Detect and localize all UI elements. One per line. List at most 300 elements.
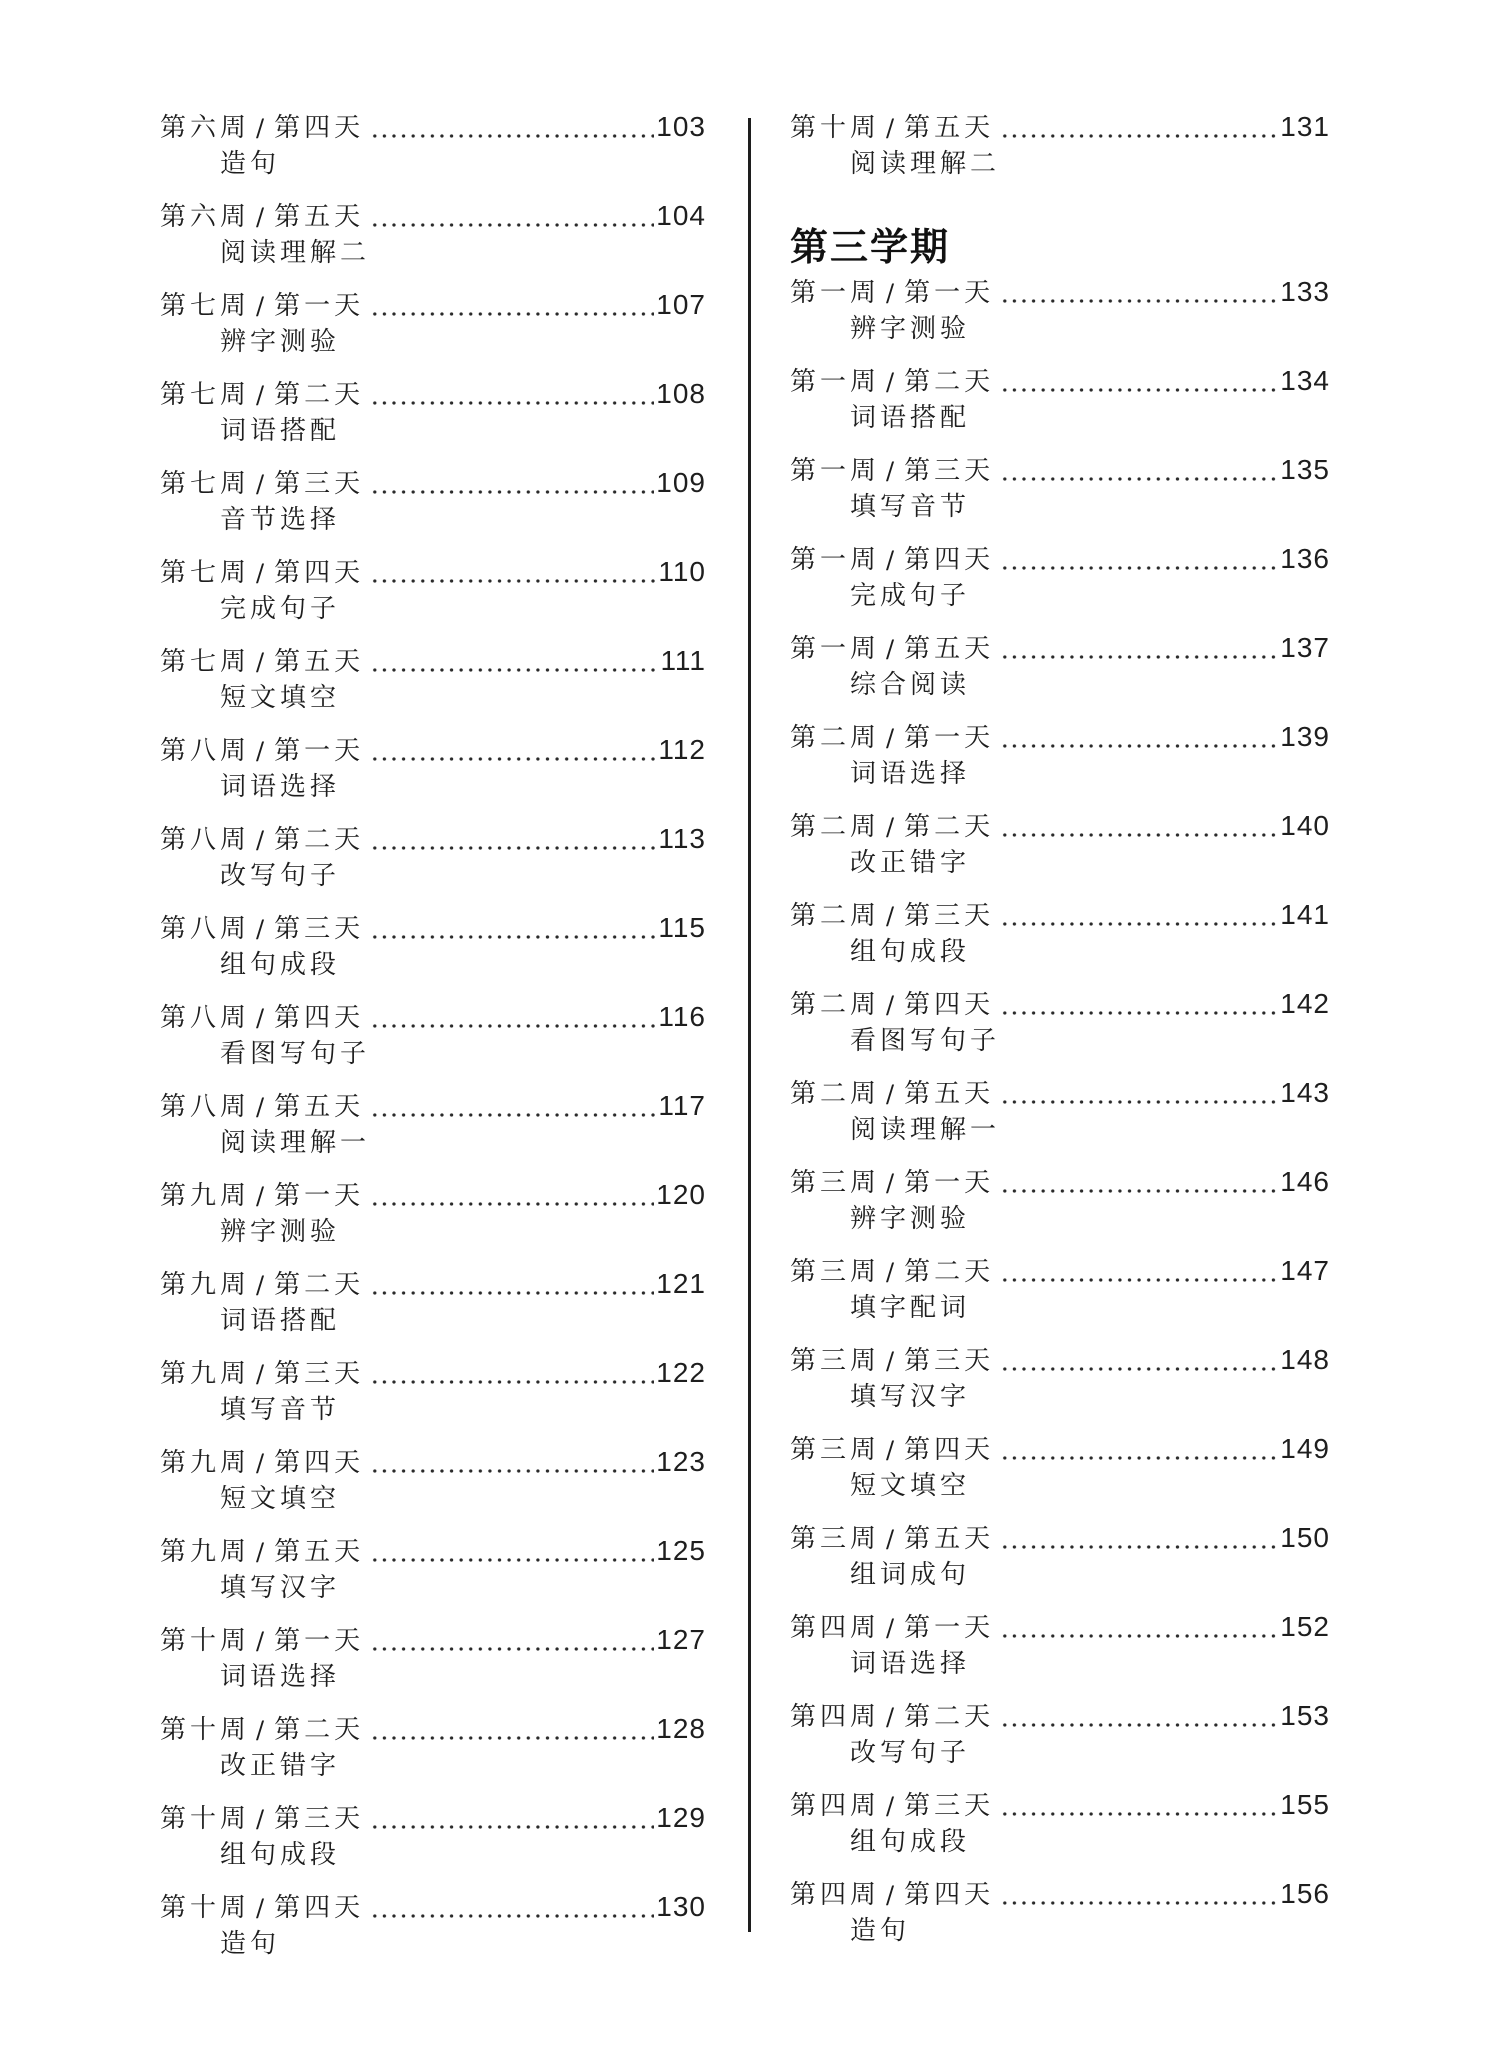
toc-entry-title: 词语搭配 xyxy=(220,416,341,446)
toc-entry[interactable] xyxy=(160,1888,706,1977)
toc-entry-separator: / xyxy=(256,737,265,765)
toc-left-column xyxy=(160,108,706,1977)
toc-entry-heading xyxy=(790,1163,1330,1201)
dot-leader xyxy=(1000,132,1278,140)
toc-entry[interactable] xyxy=(160,1354,706,1443)
toc-entry-page-number[interactable]: 121 xyxy=(656,1268,706,1299)
toc-entry[interactable] xyxy=(790,1697,1330,1786)
toc-entry-day: 第二天 xyxy=(904,367,995,397)
toc-entry-heading xyxy=(790,1430,1330,1468)
toc-entry-title: 阅读理解一 xyxy=(850,1115,1001,1145)
toc-entry[interactable] xyxy=(160,108,706,197)
toc-entry-title: 词语选择 xyxy=(850,759,971,789)
toc-entry-heading xyxy=(790,1074,1330,1112)
dot-leader xyxy=(1000,1365,1278,1373)
dot-leader xyxy=(370,399,654,407)
toc-entry-day: 第二天 xyxy=(904,1702,995,1732)
toc-entry-separator: / xyxy=(256,1449,265,1477)
toc-entry-separator: / xyxy=(886,1525,895,1553)
toc-entry[interactable] xyxy=(790,985,1330,1074)
toc-entry-title: 阅读理解二 xyxy=(220,238,371,268)
toc-entry-separator: / xyxy=(886,813,895,841)
toc-entry-week: 第九周 xyxy=(160,1270,251,1300)
toc-entry-title: 填字配词 xyxy=(850,1293,971,1323)
toc-entry-page-number[interactable]: 148 xyxy=(1280,1344,1330,1375)
toc-entry-page-number[interactable]: 129 xyxy=(656,1802,706,1833)
toc-entry-title: 词语搭配 xyxy=(220,1306,341,1336)
toc-entry-separator: / xyxy=(886,368,895,396)
toc-entry-day: 第一天 xyxy=(904,1168,995,1198)
toc-entry-page-number[interactable]: 147 xyxy=(1280,1255,1330,1286)
toc-entry-page-number[interactable]: 125 xyxy=(656,1535,706,1566)
toc-entry-day: 第二天 xyxy=(904,812,995,842)
dot-leader xyxy=(1000,1632,1278,1640)
toc-entry-day: 第一天 xyxy=(274,291,365,321)
dot-leader xyxy=(1000,1009,1278,1017)
toc-entry-separator: / xyxy=(886,1347,895,1375)
toc-entry-separator: / xyxy=(886,1703,895,1731)
toc-entry-separator: / xyxy=(886,114,895,142)
toc-entry[interactable] xyxy=(160,464,706,553)
toc-entry-heading xyxy=(790,807,1330,845)
toc-entry-heading xyxy=(160,375,706,413)
toc-entry-page-number[interactable]: 110 xyxy=(658,556,706,587)
toc-entry-separator: / xyxy=(886,546,895,574)
toc-entry-week: 第九周 xyxy=(160,1181,251,1211)
toc-entry-page-number[interactable]: 135 xyxy=(1280,454,1330,485)
toc-entry-week: 第九周 xyxy=(160,1537,251,1567)
toc-entry[interactable] xyxy=(790,540,1330,629)
toc-entry-day: 第一天 xyxy=(904,723,995,753)
toc-entry-separator: / xyxy=(256,381,265,409)
toc-entry-heading xyxy=(160,1265,706,1303)
toc-entry-separator: / xyxy=(886,1436,895,1464)
toc-entry-heading xyxy=(790,629,1330,667)
toc-entry[interactable] xyxy=(790,1875,1330,1964)
toc-entry-title: 造句 xyxy=(220,1929,281,1959)
toc-entry-page-number[interactable]: 143 xyxy=(1280,1077,1330,1108)
toc-entry-page-number[interactable]: 134 xyxy=(1280,365,1330,396)
dot-leader xyxy=(370,1556,654,1564)
toc-entry-day: 第一天 xyxy=(904,278,995,308)
dot-leader xyxy=(1000,297,1278,305)
toc-entry-separator: / xyxy=(886,457,895,485)
toc-entry-page-number[interactable]: 120 xyxy=(656,1179,706,1210)
toc-entry-title: 综合阅读 xyxy=(850,670,971,700)
dot-leader xyxy=(370,1912,654,1920)
toc-entry[interactable] xyxy=(160,642,706,731)
toc-entry-day: 第三天 xyxy=(274,469,365,499)
toc-entry-heading xyxy=(160,1799,706,1837)
toc-entry-day: 第四天 xyxy=(904,990,995,1020)
toc-entry-title: 辨字测验 xyxy=(850,314,971,344)
toc-entry[interactable] xyxy=(160,1710,706,1799)
toc-entry-separator: / xyxy=(256,1716,265,1744)
toc-entry-page-number[interactable]: 117 xyxy=(658,1090,706,1121)
dot-leader xyxy=(1000,1454,1278,1462)
toc-entry-week: 第八周 xyxy=(160,914,251,944)
toc-entry-week: 第十周 xyxy=(160,1893,251,1923)
toc-entry-day: 第五天 xyxy=(274,1092,365,1122)
toc-entry-week: 第十周 xyxy=(160,1626,251,1656)
toc-entry[interactable] xyxy=(160,197,706,286)
toc-entry-title: 词语选择 xyxy=(220,1662,341,1692)
toc-entry-day: 第四天 xyxy=(274,113,365,143)
toc-entry[interactable] xyxy=(790,1430,1330,1519)
toc-entry-title: 短文填空 xyxy=(850,1471,971,1501)
toc-entry-heading xyxy=(790,718,1330,756)
toc-entry-week: 第八周 xyxy=(160,825,251,855)
dot-leader xyxy=(370,577,656,585)
toc-entry-page-number[interactable]: 109 xyxy=(656,467,706,498)
toc-entry-heading xyxy=(790,540,1330,578)
toc-entry-week: 第二周 xyxy=(790,990,881,1020)
toc-entry-separator: / xyxy=(256,1805,265,1833)
toc-entry-page-number[interactable]: 107 xyxy=(656,289,706,320)
toc-entry-separator: / xyxy=(256,1627,265,1655)
toc-entry-heading xyxy=(790,1341,1330,1379)
toc-entry-heading xyxy=(790,1252,1330,1290)
toc-entry-title: 阅读理解一 xyxy=(220,1128,371,1158)
toc-entry[interactable] xyxy=(790,1074,1330,1163)
toc-entry-heading xyxy=(790,362,1330,400)
toc-entry-page-number[interactable]: 131 xyxy=(1280,111,1330,142)
toc-entry[interactable] xyxy=(790,718,1330,807)
toc-entry-day: 第四天 xyxy=(274,1893,365,1923)
dot-leader xyxy=(1000,653,1278,661)
toc-entry-separator: / xyxy=(886,991,895,1019)
dot-leader xyxy=(1000,1187,1278,1195)
dot-leader xyxy=(370,1289,654,1297)
toc-entry-separator: / xyxy=(256,1894,265,1922)
toc-entry-heading xyxy=(790,1608,1330,1646)
dot-leader xyxy=(370,1467,654,1475)
toc-entry[interactable] xyxy=(790,273,1330,362)
toc-entry-day: 第二天 xyxy=(904,1257,995,1287)
toc-entry-separator: / xyxy=(256,1182,265,1210)
toc-entry-heading xyxy=(160,197,706,235)
toc-entry-heading xyxy=(160,1710,706,1748)
toc-entry-day: 第二天 xyxy=(274,1270,365,1300)
dot-leader xyxy=(370,933,656,941)
toc-entry[interactable] xyxy=(160,375,706,464)
toc-entry-week: 第二周 xyxy=(790,812,881,842)
toc-entry-page-number[interactable]: 137 xyxy=(1280,632,1330,663)
toc-entry-page-number[interactable]: 153 xyxy=(1280,1700,1330,1731)
toc-entry-separator: / xyxy=(256,470,265,498)
section-heading-term-three: 第三学期 xyxy=(790,225,951,269)
toc-entry-week: 第七周 xyxy=(160,291,251,321)
toc-entry-day: 第四天 xyxy=(904,1435,995,1465)
toc-entry-title: 填写汉字 xyxy=(850,1382,971,1412)
toc-entry-week: 第三周 xyxy=(790,1435,881,1465)
toc-entry-page-number[interactable]: 140 xyxy=(1280,810,1330,841)
dot-leader xyxy=(370,844,656,852)
toc-entry[interactable] xyxy=(160,1621,706,1710)
toc-entry-title: 组句成段 xyxy=(850,937,971,967)
toc-entry[interactable] xyxy=(790,896,1330,985)
toc-entry-heading xyxy=(160,286,706,324)
toc-entry[interactable] xyxy=(790,108,1330,197)
toc-entry-day: 第五天 xyxy=(904,1524,995,1554)
toc-entry-day: 第二天 xyxy=(274,380,365,410)
toc-entry-week: 第七周 xyxy=(160,647,251,677)
toc-entry-heading xyxy=(160,464,706,502)
toc-entry-heading xyxy=(790,451,1330,489)
toc-entry[interactable] xyxy=(160,1799,706,1888)
toc-entry-separator: / xyxy=(886,635,895,663)
toc-entry-heading xyxy=(160,1087,706,1125)
toc-entry[interactable] xyxy=(160,998,706,1087)
toc-entry[interactable] xyxy=(160,1532,706,1621)
toc-entry-week: 第七周 xyxy=(160,380,251,410)
toc-entry-title: 完成句子 xyxy=(850,581,971,611)
toc-entry-page-number[interactable]: 112 xyxy=(658,734,706,765)
toc-entry-week: 第二周 xyxy=(790,723,881,753)
toc-entry-day: 第五天 xyxy=(904,634,995,664)
toc-entry-heading xyxy=(160,1621,706,1659)
toc-entry-heading xyxy=(790,1786,1330,1824)
toc-entry-page-number[interactable]: 149 xyxy=(1280,1433,1330,1464)
toc-entry-page-number[interactable]: 113 xyxy=(658,823,706,854)
toc-entry-heading xyxy=(160,1532,706,1570)
dot-leader xyxy=(1000,1810,1278,1818)
toc-entry-week: 第六周 xyxy=(160,202,251,232)
toc-entry-title: 组句成段 xyxy=(220,1840,341,1870)
toc-entry-page-number[interactable]: 155 xyxy=(1280,1789,1330,1820)
toc-entry[interactable] xyxy=(160,1443,706,1532)
toc-entry-heading xyxy=(790,896,1330,934)
toc-entry-separator: / xyxy=(886,724,895,752)
toc-entry[interactable] xyxy=(790,1786,1330,1875)
toc-entry-day: 第五天 xyxy=(904,1079,995,1109)
toc-entry-page-number[interactable]: 116 xyxy=(658,1001,706,1032)
toc-entry-heading xyxy=(160,642,706,680)
toc-entry[interactable] xyxy=(790,1252,1330,1341)
toc-entry-title: 词语搭配 xyxy=(850,403,971,433)
toc-entry-page-number[interactable]: 142 xyxy=(1280,988,1330,1019)
toc-entry-day: 第四天 xyxy=(274,558,365,588)
toc-entry-day: 第三天 xyxy=(274,914,365,944)
toc-entry-separator: / xyxy=(886,1614,895,1642)
toc-entry-day: 第三天 xyxy=(904,456,995,486)
toc-entry-page-number[interactable]: 156 xyxy=(1280,1878,1330,1909)
toc-entry-separator: / xyxy=(256,1004,265,1032)
dot-leader xyxy=(370,1734,654,1742)
dot-leader xyxy=(370,488,654,496)
toc-entry-separator: / xyxy=(256,648,265,676)
toc-entry-separator: / xyxy=(256,114,265,142)
toc-entry-day: 第三天 xyxy=(274,1804,365,1834)
toc-entry-week: 第八周 xyxy=(160,1003,251,1033)
toc-entry-day: 第五天 xyxy=(274,1537,365,1567)
toc-entry-heading xyxy=(160,1354,706,1392)
toc-entry-day: 第一天 xyxy=(274,1181,365,1211)
toc-entry-day: 第四天 xyxy=(274,1003,365,1033)
dot-leader xyxy=(1000,1543,1278,1551)
toc-entry-week: 第三周 xyxy=(790,1168,881,1198)
toc-entry-page-number[interactable]: 122 xyxy=(656,1357,706,1388)
toc-entry-week: 第一周 xyxy=(790,456,881,486)
toc-entry-heading xyxy=(160,998,706,1036)
toc-entry-week: 第十周 xyxy=(160,1715,251,1745)
toc-right-column xyxy=(790,108,1330,1964)
toc-entry-title: 改正错字 xyxy=(850,848,971,878)
toc-entry-page-number[interactable]: 133 xyxy=(1280,276,1330,307)
toc-entry-week: 第一周 xyxy=(790,278,881,308)
toc-entry[interactable] xyxy=(160,553,706,642)
toc-entry-title: 看图写句子 xyxy=(220,1039,371,1069)
toc-entry-day: 第一天 xyxy=(904,1613,995,1643)
toc-entry-title: 音节选择 xyxy=(220,505,341,535)
toc-entry-title: 看图写句子 xyxy=(850,1026,1001,1056)
toc-entry-heading xyxy=(160,553,706,591)
toc-entry-week: 第十周 xyxy=(790,113,881,143)
toc-entry-heading xyxy=(160,1176,706,1214)
toc-entry[interactable] xyxy=(160,1176,706,1265)
toc-entry-page-number[interactable]: 152 xyxy=(1280,1611,1330,1642)
toc-entry-title: 改正错字 xyxy=(220,1751,341,1781)
toc-entry-heading xyxy=(790,1697,1330,1735)
toc-right-pre-heading-entries xyxy=(790,108,1330,197)
toc-entry-title: 词语选择 xyxy=(220,772,341,802)
toc-entry-day: 第三天 xyxy=(904,1791,995,1821)
toc-entry-page-number[interactable]: 103 xyxy=(656,111,706,142)
toc-entry-day: 第一天 xyxy=(274,736,365,766)
toc-entry-heading xyxy=(160,1443,706,1481)
dot-leader xyxy=(1000,831,1278,839)
toc-entry[interactable] xyxy=(790,1608,1330,1697)
toc-entry-week: 第四周 xyxy=(790,1880,881,1910)
toc-entry[interactable] xyxy=(790,1163,1330,1252)
toc-entry-week: 第九周 xyxy=(160,1448,251,1478)
dot-leader xyxy=(1000,1721,1278,1729)
toc-entry-separator: / xyxy=(256,1360,265,1388)
toc-entry-title: 阅读理解二 xyxy=(850,149,1001,179)
toc-entry-title: 组句成段 xyxy=(850,1827,971,1857)
toc-entry[interactable] xyxy=(790,1341,1330,1430)
toc-entry-page-number[interactable]: 139 xyxy=(1280,721,1330,752)
toc-entry-heading xyxy=(790,1875,1330,1913)
dot-leader xyxy=(1000,1098,1278,1106)
dot-leader xyxy=(370,1022,656,1030)
toc-entry-week: 第三周 xyxy=(790,1257,881,1287)
dot-leader xyxy=(370,1645,654,1653)
toc-entry-page-number[interactable]: 123 xyxy=(656,1446,706,1477)
toc-entry-day: 第五天 xyxy=(904,113,995,143)
toc-entry-day: 第四天 xyxy=(904,545,995,575)
toc-entry-week: 第三周 xyxy=(790,1346,881,1376)
toc-entry-week: 第四周 xyxy=(790,1702,881,1732)
toc-entry-week: 第一周 xyxy=(790,634,881,664)
toc-entry-day: 第三天 xyxy=(274,1359,365,1389)
toc-entry[interactable] xyxy=(160,820,706,909)
toc-entry[interactable] xyxy=(160,1087,706,1176)
toc-entry[interactable] xyxy=(790,1519,1330,1608)
dot-leader xyxy=(1000,475,1278,483)
toc-entry[interactable] xyxy=(790,629,1330,718)
toc-entry[interactable] xyxy=(160,731,706,820)
toc-entry-separator: / xyxy=(886,1881,895,1909)
toc-entry[interactable] xyxy=(790,362,1330,451)
toc-entry-week: 第一周 xyxy=(790,367,881,397)
toc-entry-separator: / xyxy=(886,1258,895,1286)
toc-entry-heading xyxy=(160,108,706,146)
toc-entry-page-number[interactable]: 128 xyxy=(656,1713,706,1744)
toc-entry-page-number[interactable]: 111 xyxy=(660,645,706,676)
toc-entry[interactable] xyxy=(790,807,1330,896)
toc-entry-title: 短文填空 xyxy=(220,683,341,713)
toc-entry-week: 第二周 xyxy=(790,1079,881,1109)
toc-entry-page-number[interactable]: 141 xyxy=(1280,899,1330,930)
toc-entry-heading xyxy=(790,1519,1330,1557)
toc-entry-day: 第四天 xyxy=(274,1448,365,1478)
toc-entry-heading xyxy=(160,909,706,947)
dot-leader xyxy=(370,755,656,763)
toc-entry-heading xyxy=(790,985,1330,1023)
toc-entry[interactable] xyxy=(790,451,1330,540)
toc-entry-title: 造句 xyxy=(850,1916,911,1946)
toc-entry-page-number[interactable]: 115 xyxy=(658,912,706,943)
toc-entry-day: 第四天 xyxy=(904,1880,995,1910)
toc-entry-separator: / xyxy=(256,915,265,943)
toc-entry-page-number[interactable]: 150 xyxy=(1280,1522,1330,1553)
dot-leader xyxy=(1000,742,1278,750)
toc-entry-title: 组句成段 xyxy=(220,950,341,980)
toc-entry-title: 辨字测验 xyxy=(850,1204,971,1234)
toc-entry-separator: / xyxy=(256,1093,265,1121)
toc-entry-page-number[interactable]: 108 xyxy=(656,378,706,409)
toc-entry-page-number[interactable]: 104 xyxy=(656,200,706,231)
toc-entry-heading xyxy=(160,820,706,858)
toc-entry-week: 第一周 xyxy=(790,545,881,575)
toc-entry-week: 第二周 xyxy=(790,901,881,931)
toc-entry-heading xyxy=(160,1888,706,1926)
toc-entry-week: 第六周 xyxy=(160,113,251,143)
toc-entry-title: 填写音节 xyxy=(850,492,971,522)
toc-entry-title: 造句 xyxy=(220,149,281,179)
dot-leader xyxy=(370,1823,654,1831)
toc-entry-day: 第三天 xyxy=(904,1346,995,1376)
dot-leader xyxy=(370,221,654,229)
toc-entry-day: 第二天 xyxy=(274,1715,365,1745)
toc-entry-title: 完成句子 xyxy=(220,594,341,624)
toc-entry-separator: / xyxy=(256,203,265,231)
toc-entry-page-number[interactable]: 136 xyxy=(1280,543,1330,574)
toc-entry-separator: / xyxy=(886,1080,895,1108)
toc-entry-title: 辨字测验 xyxy=(220,327,341,357)
toc-entry-separator: / xyxy=(256,559,265,587)
dot-leader xyxy=(370,132,654,140)
dot-leader xyxy=(1000,564,1278,572)
toc-entry-title: 填写汉字 xyxy=(220,1573,341,1603)
toc-entry-page-number[interactable]: 127 xyxy=(656,1624,706,1655)
toc-entry-heading xyxy=(790,108,1330,146)
toc-entry-day: 第二天 xyxy=(274,825,365,855)
toc-entry-separator: / xyxy=(886,902,895,930)
toc-entry-separator: / xyxy=(256,826,265,854)
toc-entry-day: 第五天 xyxy=(274,647,365,677)
toc-entry-day: 第五天 xyxy=(274,202,365,232)
toc-entry[interactable] xyxy=(160,286,706,375)
toc-entry[interactable] xyxy=(160,909,706,998)
toc-entry-page-number[interactable]: 130 xyxy=(656,1891,706,1922)
toc-entry-page-number[interactable]: 146 xyxy=(1280,1166,1330,1197)
toc-entry-week: 第七周 xyxy=(160,558,251,588)
toc-entry[interactable] xyxy=(160,1265,706,1354)
dot-leader xyxy=(370,310,654,318)
dot-leader xyxy=(370,1378,654,1386)
